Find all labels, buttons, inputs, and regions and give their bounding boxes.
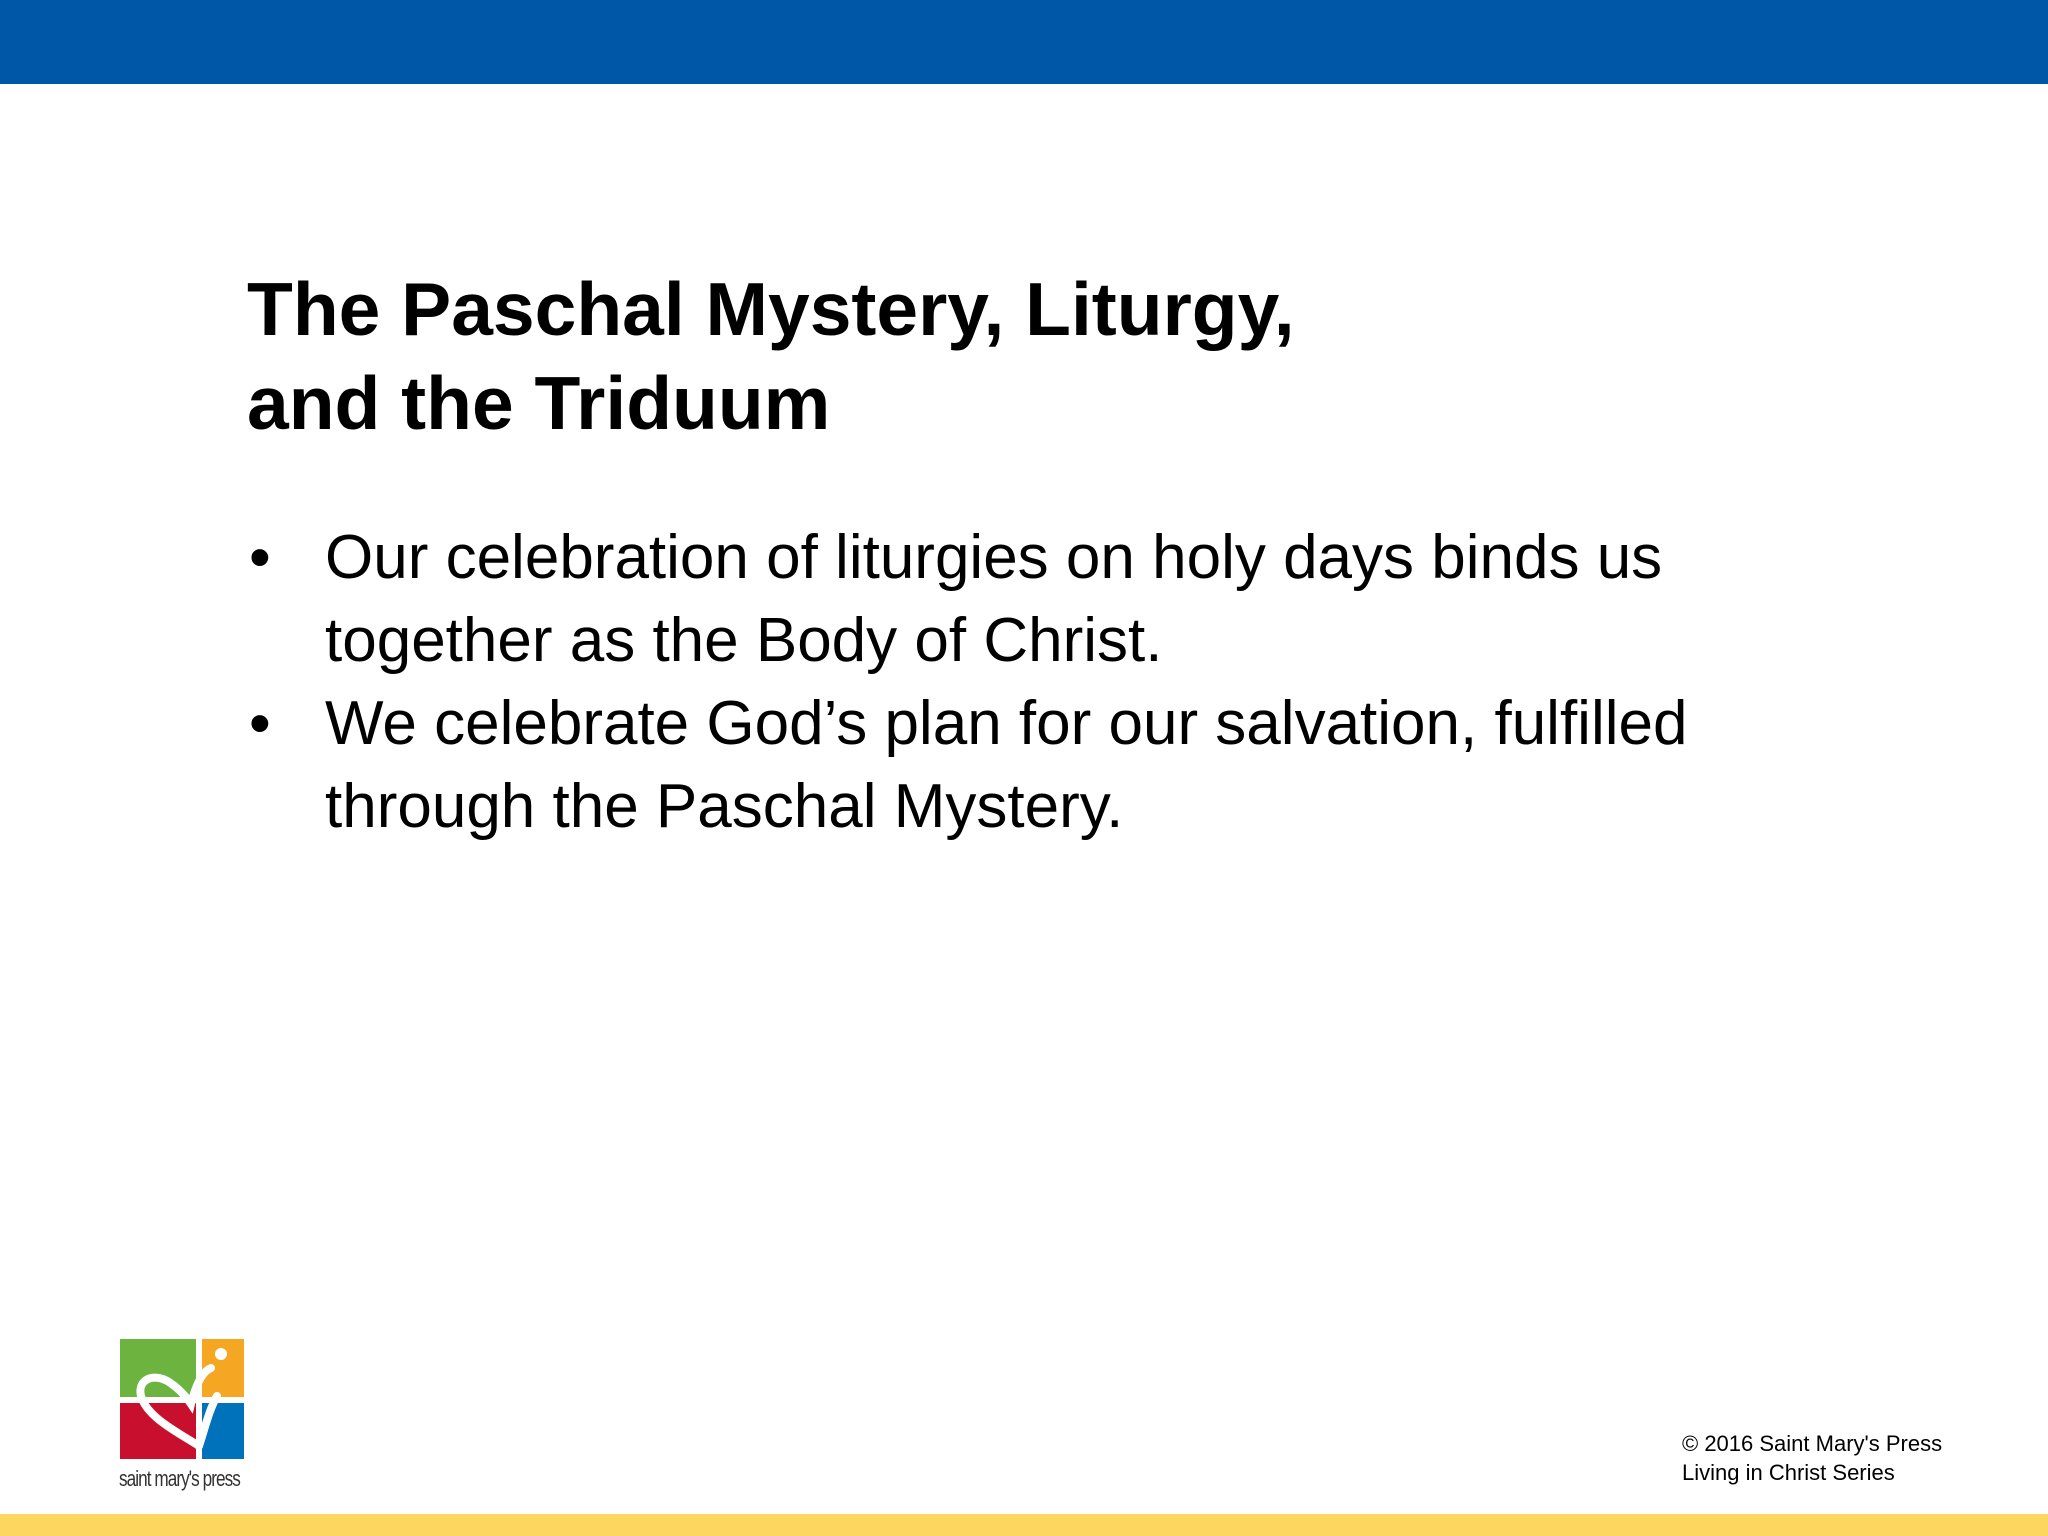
bottom-banner (0, 1514, 2048, 1536)
bullet-marker: • (249, 523, 271, 592)
copyright-line: © 2016 Saint Mary's Press (1682, 1431, 1943, 1456)
bullet-text-line: Our celebration of liturgies on holy days binds us (325, 523, 1663, 592)
logo-mark-icon (119, 1338, 249, 1460)
series-line: Living in Christ Series (1682, 1460, 1895, 1485)
bullet-text-line: through the Paschal Mystery. (325, 772, 1124, 841)
bullet-marker: • (249, 689, 271, 758)
bullet-item (247, 682, 1887, 848)
bullet-text-line: together as the Body of Christ. (325, 606, 1163, 675)
bullet-item (247, 516, 1887, 682)
slide-title-line-1: The Paschal Mystery, Liturgy, (247, 267, 1295, 351)
top-banner (0, 0, 2048, 84)
bullet-text-line: We celebrate God’s plan for our salvation, fulfilled (325, 689, 1688, 758)
copyright-block (1682, 1429, 1942, 1487)
saint-marys-press-logo (119, 1338, 249, 1498)
slide-title-line-2: and the Triduum (247, 361, 831, 445)
bullet-list (247, 516, 1887, 848)
logo-wordmark: saint mary's press (119, 1466, 240, 1491)
slide-title (247, 262, 1847, 450)
